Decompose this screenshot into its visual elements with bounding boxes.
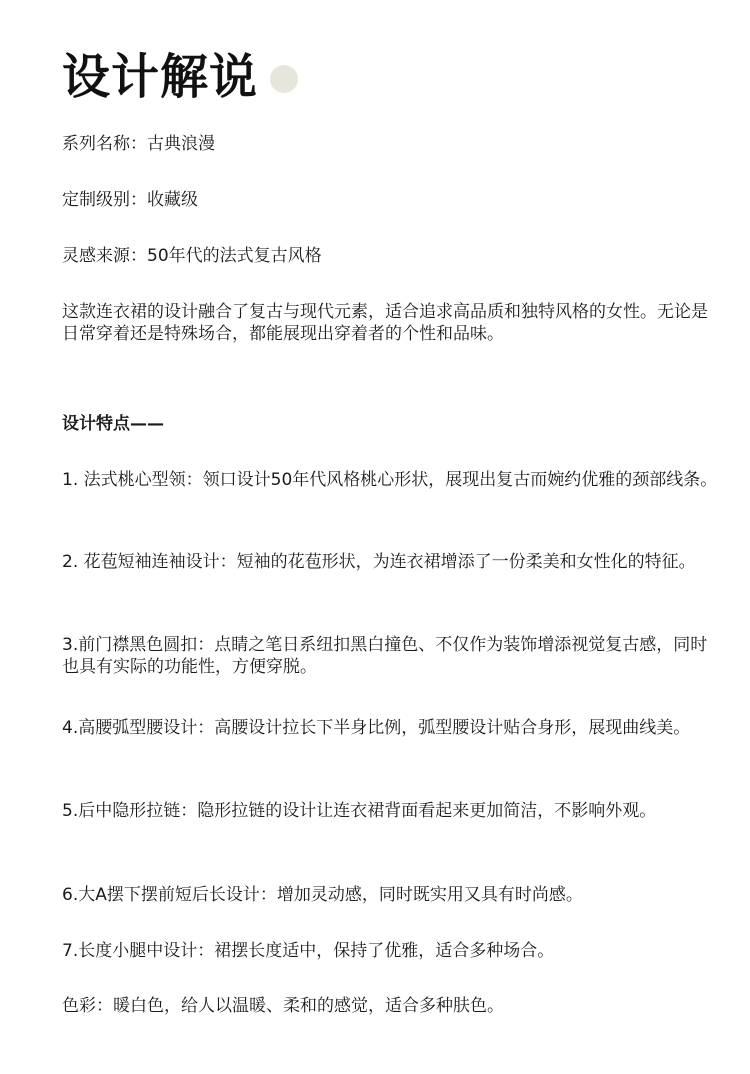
feature-item-3: 3.前门襟黑色圆扣：点睛之笔日系纽扣黑白撞色、不仅作为装饰增添视觉复古感，同时也具有实际的功能性，方便穿脱。 [62,635,708,677]
intro-paragraph: 这款连衣裙的设计融合了复古与现代元素，适合追求高品质和独特风格的女性。无论是日常穿着还是特殊场合，都能展现出穿着者的个性和品味。 [62,302,708,344]
feature-item-4: 4.高腰弧型腰设计：高腰设计拉长下半身比例，弧型腰设计贴合身形，展现曲线美。 [62,718,691,738]
features-heading: 设计特点—— [62,414,164,434]
custom-level-line: 定制级别：收藏级 [62,190,198,210]
title-row [62,46,298,108]
feature-item-6: 6.大A摆下摆前短后长设计：增加灵动感，同时既实用又具有时尚感。 [62,885,583,905]
page-title: 设计解说 [62,49,259,105]
inspiration-line: 灵感来源：50年代的法式复古风格 [62,246,322,266]
feature-item-5: 5.后中隐形拉链：隐形拉链的设计让连衣裙背面看起来更加简洁，不影响外观。 [62,801,657,821]
series-name-line: 系列名称：古典浪漫 [62,134,215,154]
title-dot-decoration [270,65,298,93]
color-line: 色彩：暖白色，给人以温暖、柔和的感觉，适合多种肤色。 [62,996,504,1016]
feature-item-7: 7.长度小腿中设计：裙摆长度适中，保持了优雅，适合多种场合。 [62,941,555,961]
feature-item-2: 2. 花苞短袖连袖设计：短袖的花苞形状，为连衣裙增添了一份柔美和女性化的特征。 [62,552,696,572]
feature-item-1: 1. 法式桃心型领：领口设计50年代风格桃心形状，展现出复古而婉约优雅的颈部线条。 [62,470,718,490]
